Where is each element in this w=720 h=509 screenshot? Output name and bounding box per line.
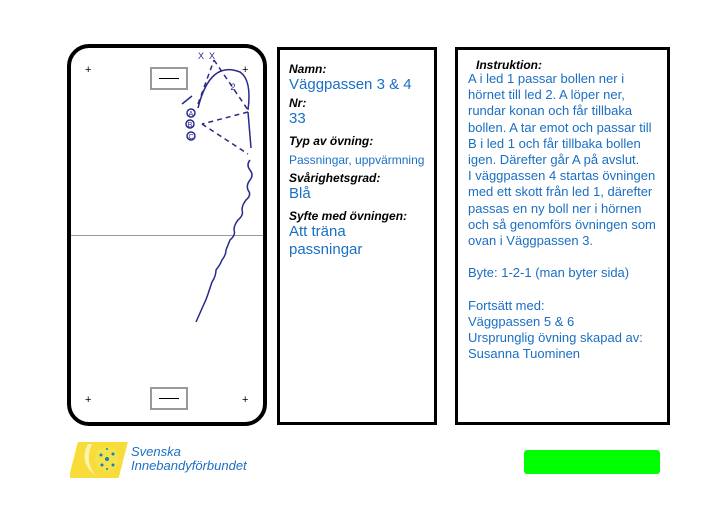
purpose-value: Att träna passningar [289, 223, 363, 258]
status-bar [524, 450, 660, 474]
difficulty-value: Blå [289, 185, 311, 202]
nr-label: Nr: [289, 96, 307, 110]
logo-line2: Innebandyförbundet [131, 458, 247, 473]
player-c: C [188, 134, 194, 141]
details-panel [277, 47, 437, 425]
nr-value: 33 [289, 110, 306, 127]
run-path [198, 70, 249, 110]
difficulty-label: Svårighetsgrad: [289, 171, 381, 185]
logo-line1: Svenska [131, 444, 181, 459]
marker: 2 [230, 82, 236, 92]
marker: X [197, 51, 205, 61]
purpose-label: Syfte med övningen: [289, 209, 408, 223]
faceoff-mark: + [85, 64, 92, 76]
player-b: B [187, 122, 193, 129]
marker: X [208, 51, 216, 61]
shot-path [196, 160, 252, 322]
faceoff-mark: + [242, 394, 249, 406]
instruction-label: Instruktion: [476, 58, 542, 72]
type-value: Passningar, uppvärmning [289, 153, 425, 167]
type-label: Typ av övning: [289, 134, 374, 148]
logo-icon [70, 440, 130, 480]
instruction-panel [455, 47, 670, 425]
name-label: Namn: [289, 62, 327, 76]
instruction-text: A i led 1 passar bollen ner i hörnet till led 2. A löper ner, rundar konan och får tillbaka bollen. A tar emot och passar till B i led 1 och får tillbaka bollen igen. Därefter går A på avslut. I väggpassen 4 startas övningen med ett skott från led 1, därefter passas en ny boll ner i hörnen och så genomförs övningen som ovan i Väggpassen 3. Byte: 1-2-1 (man byter sida) Fortsätt med: Väggpassen 5 & 6 Ursprunglig övning skapad av: Susanna Tuominen [468, 71, 656, 362]
faceoff-mark: + [242, 64, 249, 76]
faceoff-mark: + [85, 394, 92, 406]
name-value: Väggpassen 3 & 4 [289, 76, 412, 93]
player-a: A [188, 111, 194, 118]
logo-text [131, 445, 247, 473]
